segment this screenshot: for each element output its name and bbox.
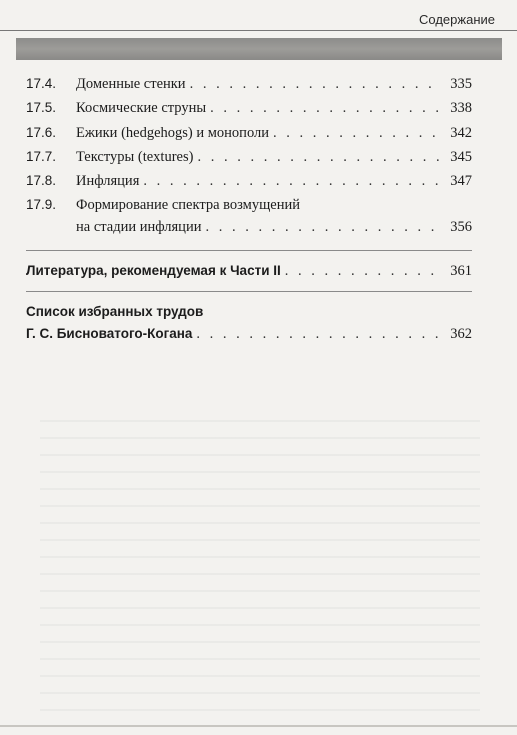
entry-title-line1: Формирование спектра возмущений [76,197,300,214]
entry-title: Текстуры (textures) [76,148,194,165]
toc-entry-17-6[interactable] [26,123,472,147]
entry-number: 17.8. [26,173,57,189]
entry-page: 347 [450,173,472,190]
toc-entry-17-5[interactable] [26,98,472,122]
dot-leader [197,147,442,167]
entry-title: Ежики (hedgehogs) и монополи [76,124,269,141]
dot-leader [143,171,442,191]
dot-leader [196,324,442,344]
dot-leader [205,217,442,237]
entry-title-line1: Список избранных трудов [26,303,204,319]
entry-page: 362 [450,325,472,342]
entry-number: 17.6. [26,124,57,140]
bleed-through-texture [40,420,480,720]
entry-page: 342 [450,124,472,141]
toc-entry-17-7[interactable] [26,147,472,171]
entry-title-line2: Г. С. Бисноватого-Когана [26,325,193,341]
dot-leader [273,123,442,143]
dot-leader [190,74,442,94]
toc-entry-literature[interactable] [26,261,472,283]
dot-leader [285,261,442,281]
entry-number: 17.9. [26,197,57,213]
running-head: Содержание [419,12,495,27]
entry-page: 356 [450,219,472,236]
entry-page: 361 [450,262,472,279]
header-rule [0,30,517,31]
entry-title-line2: на стадии инфляции [76,219,202,236]
toc-entry-17-4[interactable] [26,74,472,98]
table-of-contents [26,74,472,346]
toc-entry-17-9[interactable] [26,195,472,241]
section-divider [26,291,472,292]
entry-page: 345 [450,148,472,165]
entry-page: 335 [450,76,472,92]
entry-title: Космические струны [76,100,207,117]
dot-leader [210,98,442,118]
entry-page: 338 [450,100,472,117]
section-divider [26,250,472,251]
entry-title: Литература, рекомендуемая к Части II [26,262,281,278]
entry-number: 17.5. [26,100,57,116]
entry-title: Инфляция [76,173,140,190]
header-band [16,38,502,60]
entry-number: 17.4. [26,76,57,91]
entry-number: 17.7. [26,148,57,164]
entry-title: Доменные стенки [76,76,186,92]
toc-entry-selected-works[interactable] [26,302,472,346]
page-bottom-edge [0,725,517,727]
toc-entry-17-8[interactable] [26,171,472,195]
